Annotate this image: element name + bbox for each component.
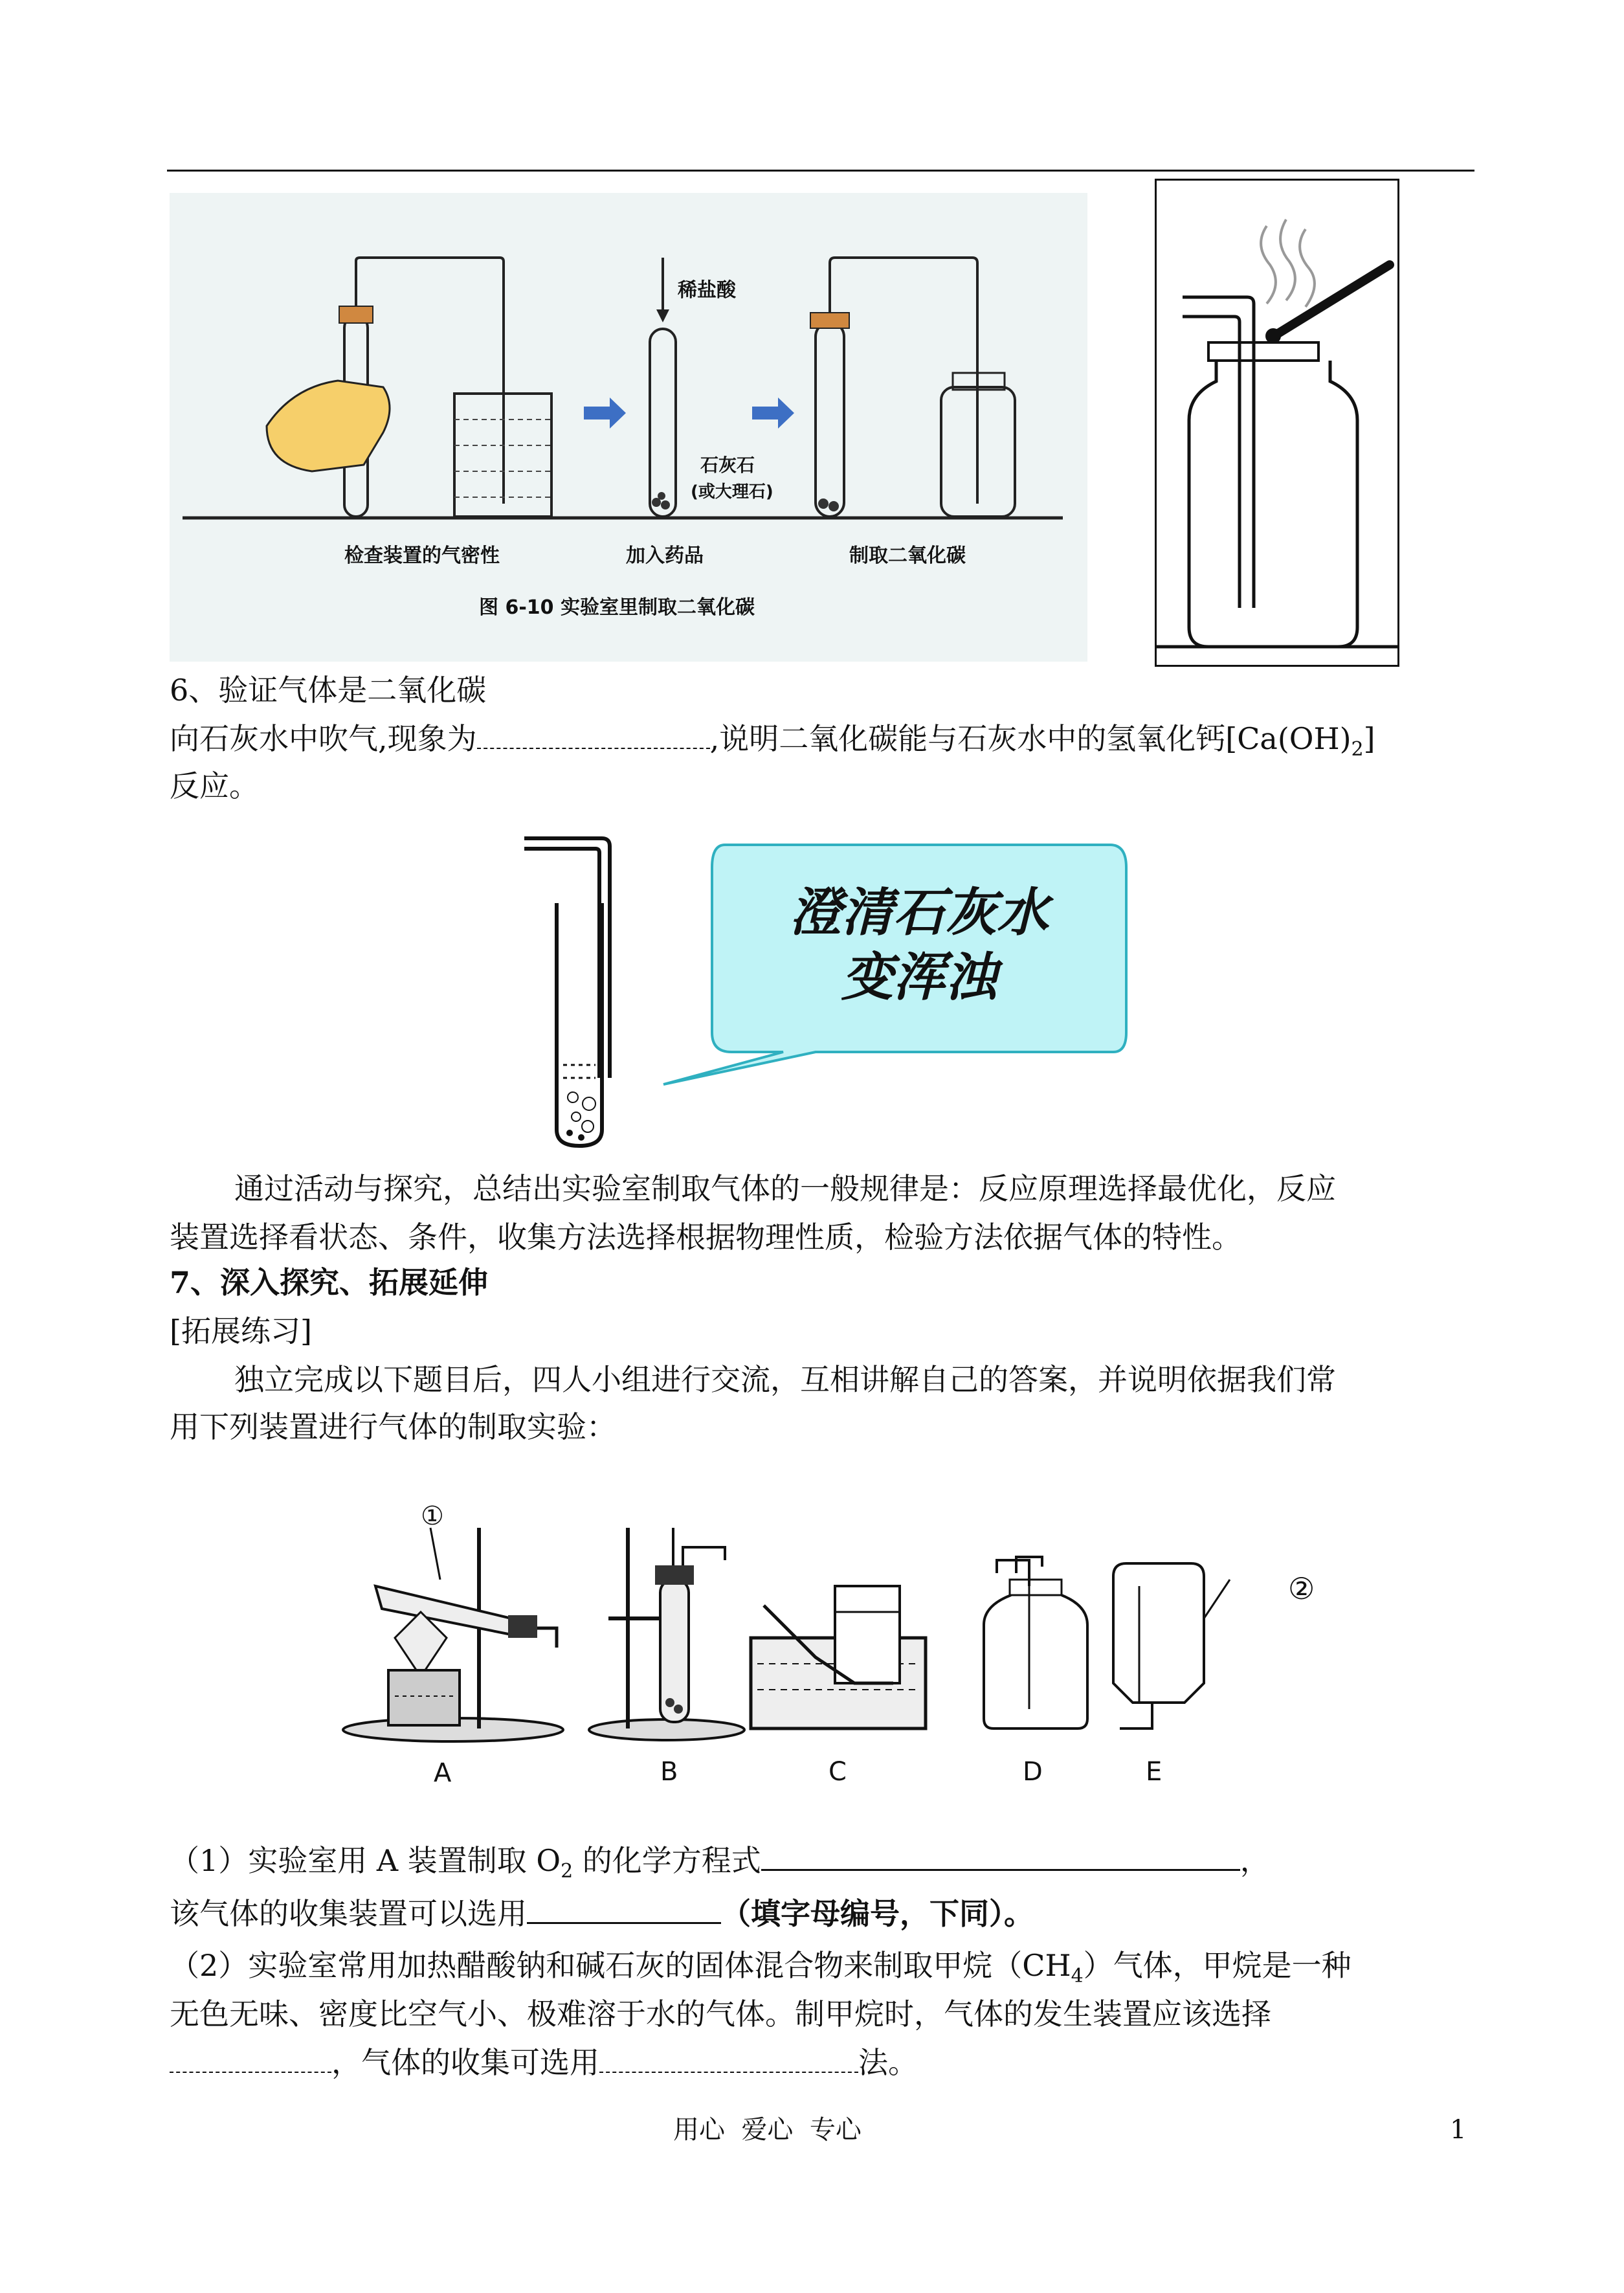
bubble-text-line2: 变浑浊 bbox=[841, 947, 997, 1007]
section6-line2: 反应。 bbox=[170, 768, 259, 803]
section6-line1 bbox=[170, 715, 1375, 773]
label-acid: 稀盐酸 bbox=[678, 279, 736, 302]
caption-make-co2: 制取二氧化碳 bbox=[849, 544, 966, 567]
marker-circled-2: ② bbox=[1288, 1571, 1315, 1606]
answer-blank-phenomenon[interactable] bbox=[477, 717, 710, 749]
label-apparatus-c: C bbox=[829, 1757, 847, 1787]
section6-text-b: ,说明二氧化碳能与石灰水中的氢氧化钙[Ca(OH) bbox=[709, 721, 1351, 756]
label-apparatus-d: D bbox=[1023, 1757, 1043, 1787]
label-limestone-alt: (或大理石) bbox=[691, 482, 773, 502]
q1-text-end: ， bbox=[1240, 1843, 1270, 1878]
co2-preparation-illustration bbox=[170, 193, 1087, 662]
summary-line2: 装置选择看状态、条件，收集方法选择根据物理性质，检验方法依据气体的特性。 bbox=[170, 1220, 1241, 1255]
q1-line2 bbox=[170, 1890, 1034, 1937]
section7-heading: 7、深入探究、拓展延伸 bbox=[170, 1265, 489, 1300]
co2-preparation-figure bbox=[170, 193, 1087, 662]
q2-text-end: 法。 bbox=[858, 2045, 918, 2080]
section6-text-c: ] bbox=[1363, 721, 1375, 756]
header-rule bbox=[167, 170, 1474, 172]
intro-line1: 独立完成以下题目后，四人小组进行交流，互相讲解自己的答案，并说明依据我们常 bbox=[234, 1362, 1336, 1397]
answer-blank-collection[interactable] bbox=[527, 1891, 721, 1924]
marker-circled-1: ① bbox=[421, 1501, 444, 1531]
q2-text-a: （2）实验室常用加热醋酸钠和碱石灰的固体混合物来制取甲烷（CH bbox=[170, 1948, 1071, 1983]
caption-add-reagents: 加入药品 bbox=[626, 544, 704, 567]
label-apparatus-a: A bbox=[434, 1758, 452, 1788]
section6-heading: 6、验证气体是二氧化碳 bbox=[170, 673, 487, 708]
blue-arrow-icon bbox=[752, 397, 794, 429]
gas-jar-figure bbox=[1155, 179, 1399, 667]
subscript-2: 2 bbox=[561, 1860, 573, 1883]
apparatus-figure bbox=[324, 1489, 1398, 1800]
footer-motto: 用心 爱心 专心 bbox=[673, 2115, 862, 2145]
q1-text-collect: 该气体的收集装置可以选用 bbox=[170, 1896, 527, 1931]
bubble-text-line1: 澄清石灰水 bbox=[790, 882, 1049, 943]
q1-line1 bbox=[170, 1837, 1270, 1895]
q1-text-hint: （填字母编号，下同）。 bbox=[721, 1896, 1034, 1931]
q2-line3 bbox=[170, 2039, 918, 2086]
q2-text-b: ）气体，甲烷是一种 bbox=[1083, 1948, 1351, 1983]
q1-text-b: 的化学方程式 bbox=[573, 1843, 761, 1878]
answer-blank-equation[interactable] bbox=[761, 1838, 1240, 1871]
page-number: 1 bbox=[1450, 2115, 1467, 2145]
q2-line2: 无色无味、密度比空气小、极难溶于水的气体。制甲烷时，气体的发生装置应该选择 bbox=[170, 1997, 1271, 2031]
label-apparatus-e: E bbox=[1146, 1757, 1162, 1787]
q2-text-collect: ，气体的收集可选用 bbox=[331, 2045, 599, 2080]
caption-check-airtightness: 检查装置的气密性 bbox=[344, 544, 500, 567]
intro-line2: 用下列装置进行气体的制取实验： bbox=[170, 1409, 616, 1444]
figure-caption: 图 6-10 实验室里制取二氧化碳 bbox=[479, 596, 755, 619]
answer-blank-generator[interactable] bbox=[170, 2041, 331, 2073]
subscript-4: 4 bbox=[1071, 1965, 1084, 1988]
label-apparatus-b: B bbox=[660, 1757, 678, 1787]
answer-blank-method[interactable] bbox=[599, 2041, 858, 2073]
label-limestone: 石灰石 bbox=[700, 454, 755, 476]
gas-jar-test-illustration bbox=[1157, 181, 1397, 665]
apparatus-illustration bbox=[324, 1489, 1398, 1800]
summary-line1: 通过活动与探究，总结出实验室制取气体的一般规律是：反应原理选择最优化，反应 bbox=[234, 1171, 1336, 1206]
q1-text-a: （1）实验室用 A 装置制取 O bbox=[170, 1843, 561, 1878]
limewater-figure bbox=[505, 819, 1139, 1156]
subscript-2: 2 bbox=[1351, 738, 1364, 761]
practice-tag: [拓展练习] bbox=[170, 1314, 312, 1348]
limewater-illustration bbox=[505, 819, 1139, 1156]
section6-text-a: 向石灰水中吹气,现象为 bbox=[170, 721, 477, 756]
blue-arrow-icon bbox=[584, 397, 626, 429]
